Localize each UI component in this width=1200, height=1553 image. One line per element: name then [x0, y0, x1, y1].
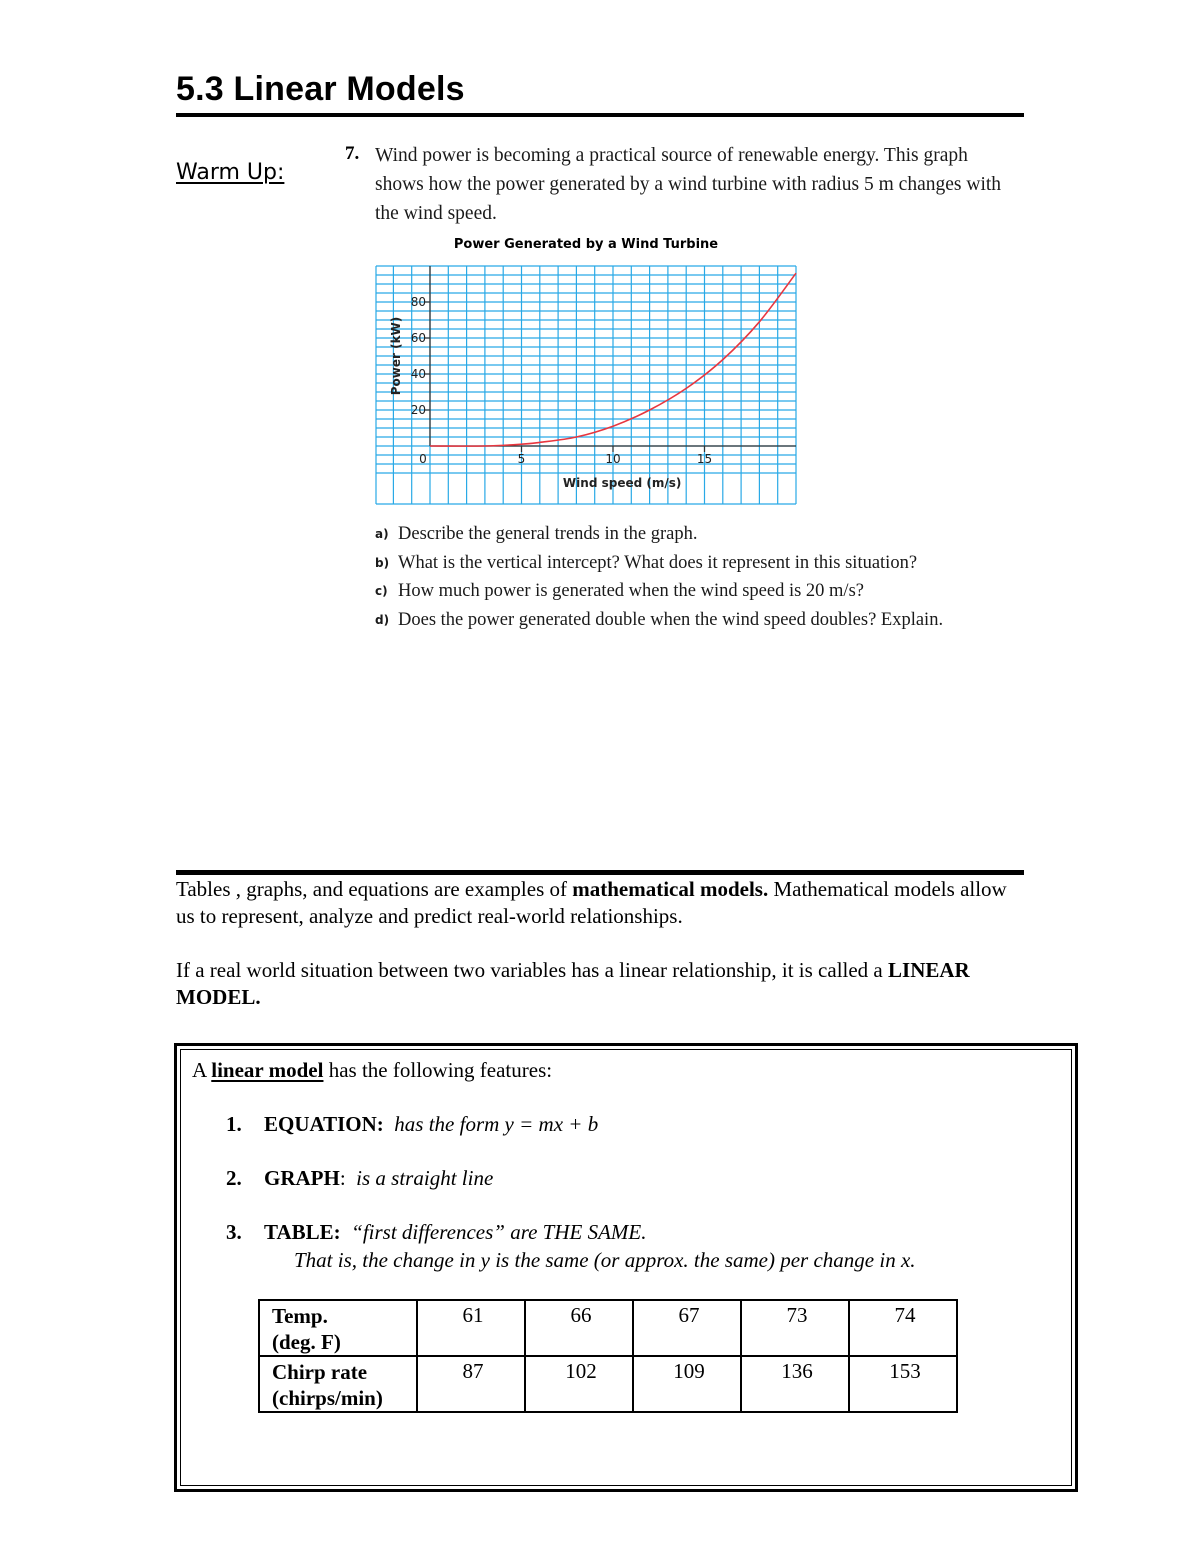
box-lead: A linear model has the following features: [192, 1058, 553, 1082]
part-text: Describe the general trends in the graph. [398, 524, 698, 544]
section-rule [176, 870, 1024, 875]
feature-equation: 1. EQUATION: has the form y = mx + b [226, 1112, 599, 1136]
cricket-data-table [258, 1299, 958, 1413]
y-tick-label: 80 [410, 295, 426, 309]
x-axis-label: Wind speed (m/s) [562, 476, 682, 490]
feature-table-explanation: That is, the change in y is the same (or approx. the same) per change in x. [294, 1248, 916, 1272]
chart-title: Power Generated by a Wind Turbine [453, 237, 719, 252]
table-cell: 102 [525, 1356, 633, 1412]
question-text: Wind power is becoming a practical source of renewable energy. This graph shows how the power generated by a wind turbine with radius 5 m changes with the wind speed. [375, 145, 1002, 224]
title-rule [176, 113, 1024, 117]
y-tick-label: 60 [410, 331, 426, 345]
part-label: b) [375, 555, 390, 570]
part-label: d) [375, 612, 390, 627]
page-title: 5.3 Linear Models [176, 70, 465, 108]
table-row [259, 1300, 957, 1356]
warm-up-heading: Warm Up: [176, 160, 285, 185]
table-cell: 136 [741, 1356, 849, 1412]
question-number: 7. [345, 143, 360, 164]
question-part-c [375, 577, 1015, 606]
term-linear-model: LINEAR MODEL. [176, 958, 970, 1009]
table-row [259, 1356, 957, 1412]
question-part-b [375, 549, 1015, 578]
x-tick-label: 5 [517, 452, 526, 466]
term-linear-model-underlined: linear model [211, 1058, 324, 1082]
wind-power-chart [370, 258, 800, 508]
y-axis-label: Power (kW) [389, 316, 403, 396]
part-text: Does the power generated double when the wind speed doubles? Explain. [398, 609, 944, 630]
part-text: How much power is generated when the wind speed is 20 m/s? [398, 581, 864, 601]
row-header-chirp-rate: Chirp rate (chirps/min) [259, 1356, 417, 1412]
part-label: a) [375, 527, 389, 541]
feature-table: 3. TABLE: “first differences” are THE SAME. [226, 1220, 647, 1244]
table-cell: 74 [849, 1300, 957, 1356]
row-header-temp: Temp. (deg. F) [259, 1300, 417, 1356]
part-label: c) [375, 584, 388, 598]
term-mathematical-models: mathematical models. [572, 877, 769, 901]
question-part-a [375, 520, 1015, 549]
table-cell: 61 [417, 1300, 525, 1356]
chart-grid [376, 266, 796, 504]
x-tick-label: 0 [419, 452, 427, 466]
intro-paragraph-1: Tables , graphs, and equations are examples of mathematical models. Mathematical models allow us to represent, analyze and predict real-world relationships. [176, 877, 1007, 928]
table-cell: 153 [849, 1356, 957, 1412]
feature-graph: 2. GRAPH: is a straight line [226, 1166, 494, 1190]
intro-paragraph-2: If a real world situation between two variables has a linear relationship, it is called a LINEAR MODEL. [176, 958, 970, 1009]
y-tick-label: 40 [410, 367, 426, 381]
table-cell: 66 [525, 1300, 633, 1356]
question-parts [375, 520, 1015, 634]
y-tick-label: 20 [410, 403, 426, 417]
part-text: What is the vertical intercept? What does it represent in this situation? [398, 552, 918, 573]
table-cell: 67 [633, 1300, 741, 1356]
x-tick-label: 10 [605, 452, 621, 466]
table-cell: 73 [741, 1300, 849, 1356]
x-tick-label: 15 [696, 452, 713, 466]
table-cell: 109 [633, 1356, 741, 1412]
question-part-d [375, 606, 1015, 635]
table-cell: 87 [417, 1356, 525, 1412]
